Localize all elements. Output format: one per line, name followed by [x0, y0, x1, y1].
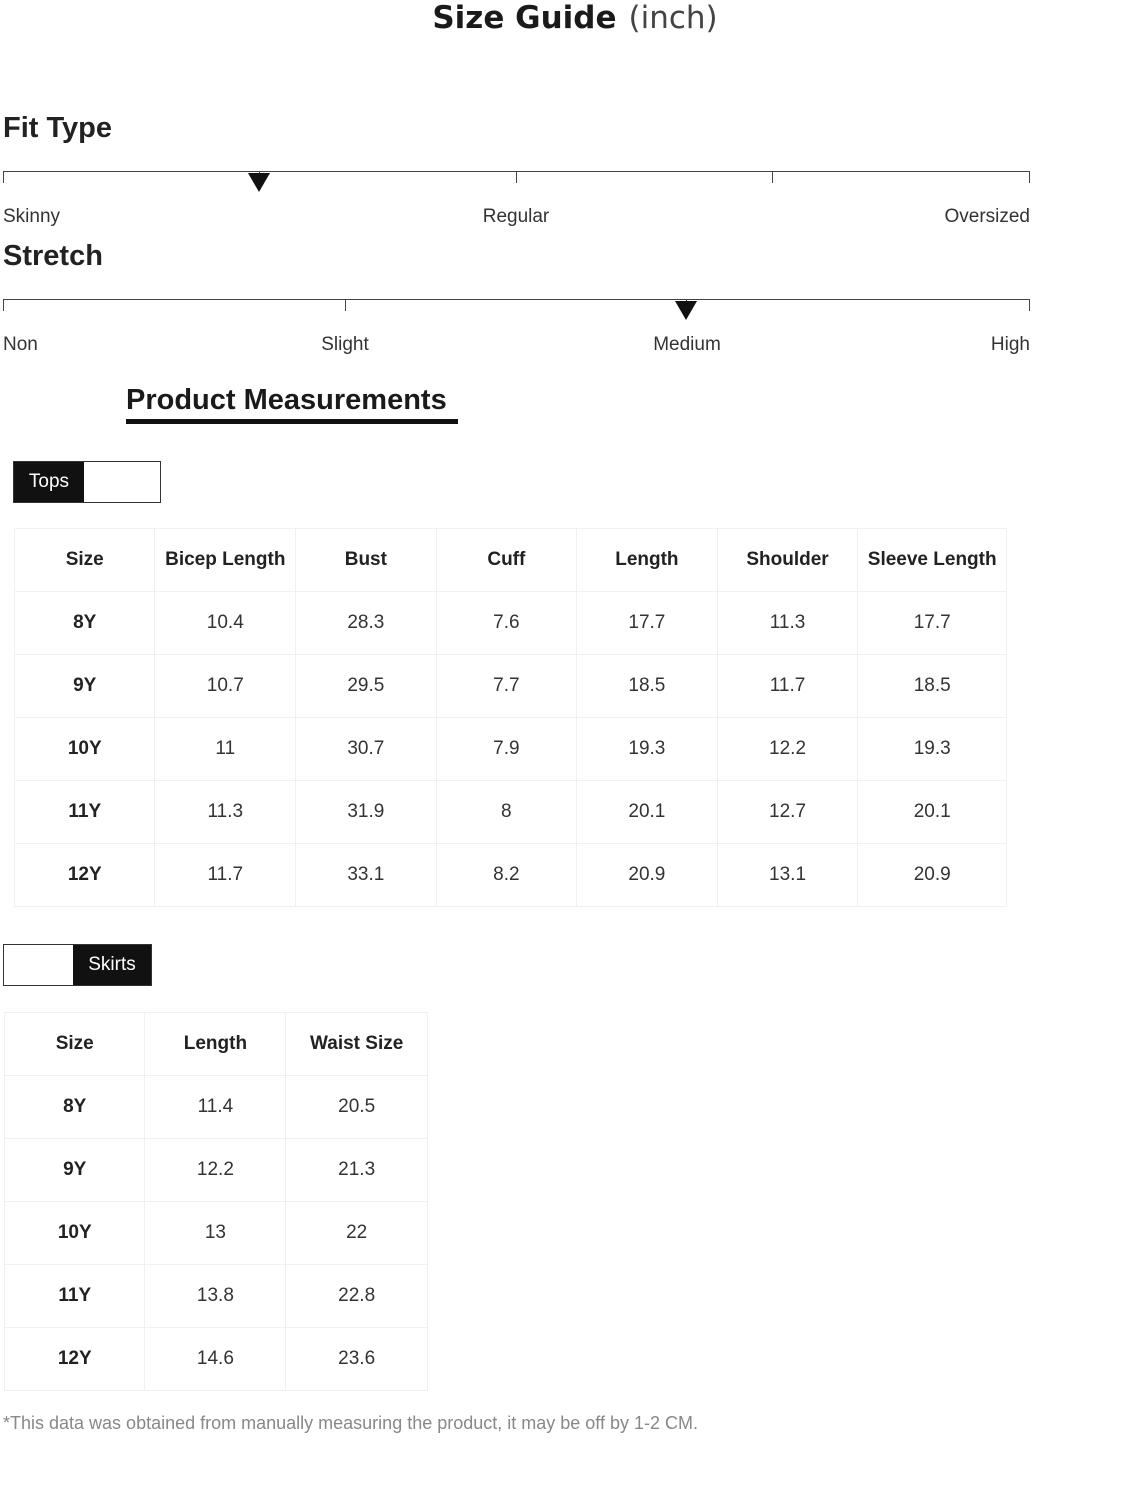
- stretch-label-slight: Slight: [321, 334, 369, 355]
- fit-type-heading: Fit Type: [3, 112, 113, 144]
- column-header: Cuff: [436, 529, 576, 592]
- tab-tops[interactable]: Tops: [14, 462, 84, 502]
- toggle-empty-segment[interactable]: [4, 945, 73, 985]
- table-cell: 19.3: [858, 718, 1007, 781]
- table-row: [5, 1076, 428, 1139]
- stretch-marker-icon: [675, 301, 697, 320]
- table-row: [5, 1328, 428, 1391]
- fit-type-tick: [516, 172, 517, 183]
- table-cell: 11: [155, 718, 296, 781]
- table-cell: 20.9: [577, 844, 718, 907]
- table-cell: 29.5: [296, 655, 437, 718]
- table-cell: 18.5: [577, 655, 718, 718]
- table-cell: 20.9: [858, 844, 1007, 907]
- table-row: [5, 1202, 428, 1265]
- product-measurements-heading: Product Measurements: [126, 384, 447, 416]
- skirts-table: [4, 1012, 428, 1391]
- table-cell: 21.3: [286, 1139, 428, 1202]
- table-cell: 7.7: [436, 655, 576, 718]
- column-header: Size: [15, 529, 155, 592]
- fit-type-label-oversized: Oversized: [944, 206, 1030, 227]
- fit-type-tick: [772, 172, 773, 183]
- table-cell: 9Y: [5, 1139, 145, 1202]
- toggle-empty-segment[interactable]: [84, 462, 160, 502]
- table-cell: 31.9: [296, 781, 437, 844]
- column-header: Size: [5, 1013, 145, 1076]
- table-row: [15, 655, 1007, 718]
- table-cell: 17.7: [577, 592, 718, 655]
- column-header: Sleeve Length: [858, 529, 1007, 592]
- table-cell: 11.3: [717, 592, 858, 655]
- table-cell: 10.4: [155, 592, 296, 655]
- table-cell: 12.2: [145, 1139, 286, 1202]
- table-cell: 30.7: [296, 718, 437, 781]
- table-cell: 7.9: [436, 718, 576, 781]
- column-header: Shoulder: [717, 529, 858, 592]
- column-header: Waist Size: [286, 1013, 428, 1076]
- table-cell: 23.6: [286, 1328, 428, 1391]
- table-cell: 13: [145, 1202, 286, 1265]
- table-cell: 11Y: [15, 781, 155, 844]
- table-cell: 9Y: [15, 655, 155, 718]
- stretch-label-medium: Medium: [653, 334, 721, 355]
- table-cell: 33.1: [296, 844, 437, 907]
- heading-underline: [126, 419, 458, 424]
- column-header: Bicep Length: [155, 529, 296, 592]
- table-cell: 13.8: [145, 1265, 286, 1328]
- stretch-heading: Stretch: [3, 240, 103, 272]
- table-cell: 12Y: [15, 844, 155, 907]
- table-row: [5, 1139, 428, 1202]
- fit-type-tick: [1029, 172, 1030, 183]
- fit-type-label-regular: Regular: [482, 206, 550, 227]
- table-row: [5, 1265, 428, 1328]
- page-title: [0, 0, 1123, 37]
- table-cell: 10.7: [155, 655, 296, 718]
- stretch-label-non: Non: [3, 334, 38, 355]
- table-cell: 17.7: [858, 592, 1007, 655]
- table-cell: 19.3: [577, 718, 718, 781]
- table-cell: 11.7: [717, 655, 858, 718]
- table-cell: 11.3: [155, 781, 296, 844]
- table-cell: 8Y: [5, 1076, 145, 1139]
- tab-skirts[interactable]: Skirts: [73, 945, 151, 985]
- table-row: [15, 844, 1007, 907]
- table-cell: 10Y: [5, 1202, 145, 1265]
- tops-toggle[interactable]: [13, 461, 161, 503]
- table-cell: 8.2: [436, 844, 576, 907]
- table-cell: 13.1: [717, 844, 858, 907]
- stretch-tick: [3, 300, 4, 311]
- table-cell: 11.4: [145, 1076, 286, 1139]
- table-cell: 11.7: [155, 844, 296, 907]
- column-header: Length: [145, 1013, 286, 1076]
- table-header-row: [15, 529, 1007, 592]
- table-cell: 8: [436, 781, 576, 844]
- table-cell: 10Y: [15, 718, 155, 781]
- table-header-row: [5, 1013, 428, 1076]
- title-text: Size Guide: [432, 0, 617, 36]
- table-cell: 28.3: [296, 592, 437, 655]
- table-cell: 8Y: [15, 592, 155, 655]
- table-cell: 18.5: [858, 655, 1007, 718]
- table-cell: 12Y: [5, 1328, 145, 1391]
- stretch-tick: [1029, 300, 1030, 311]
- tops-table: [14, 528, 1007, 907]
- fit-type-tick: [3, 172, 4, 183]
- stretch-label-high: High: [990, 334, 1030, 355]
- fit-type-label-skinny: Skinny: [3, 206, 61, 227]
- table-cell: 20.1: [858, 781, 1007, 844]
- table-cell: 11Y: [5, 1265, 145, 1328]
- table-row: [15, 781, 1007, 844]
- table-cell: 14.6: [145, 1328, 286, 1391]
- column-header: Length: [577, 529, 718, 592]
- table-cell: 20.1: [577, 781, 718, 844]
- table-cell: 22: [286, 1202, 428, 1265]
- fit-type-marker-icon: [248, 173, 270, 192]
- stretch-tick: [345, 300, 346, 311]
- table-cell: 7.6: [436, 592, 576, 655]
- table-cell: 22.8: [286, 1265, 428, 1328]
- table-row: [15, 592, 1007, 655]
- table-cell: 12.7: [717, 781, 858, 844]
- column-header: Bust: [296, 529, 437, 592]
- table-cell: 12.2: [717, 718, 858, 781]
- title-unit: (inch): [628, 0, 718, 36]
- table-row: [15, 718, 1007, 781]
- table-cell: 20.5: [286, 1076, 428, 1139]
- skirts-toggle[interactable]: [3, 944, 152, 986]
- stretch-scale: [3, 299, 1030, 300]
- footnote: *This data was obtained from manually measuring the product, it may be off by 1-2 CM.: [3, 1413, 699, 1433]
